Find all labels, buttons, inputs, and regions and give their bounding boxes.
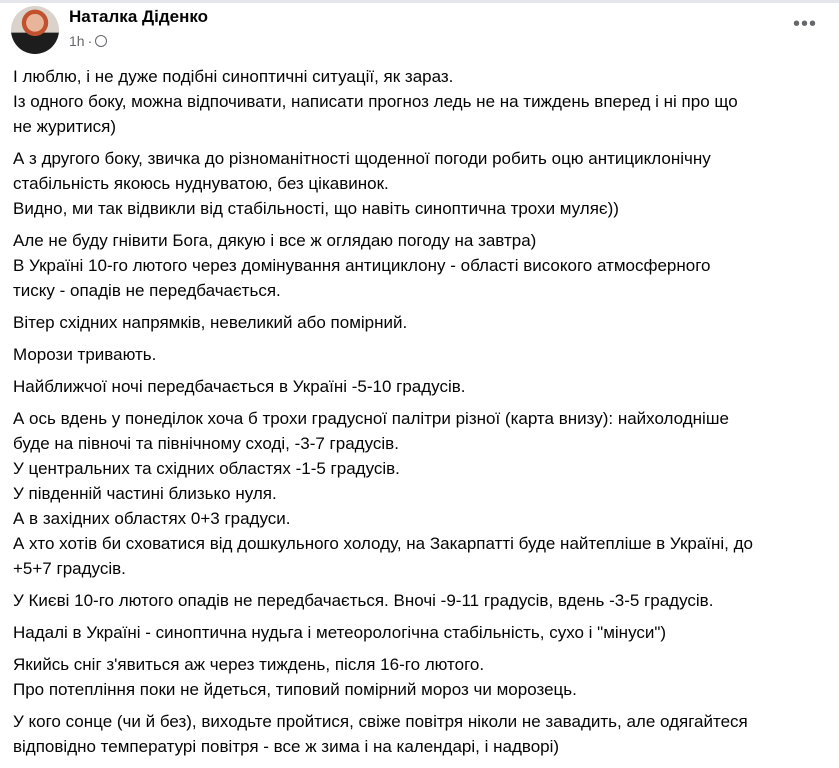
post-text-line: А хто хотів би сховатися від дошкульного холоду, на Закарпатті буде найтепліше в Україні, до <box>13 534 754 553</box>
post-body <box>0 59 839 759</box>
globe-icon[interactable] <box>95 35 107 47</box>
post-paragraph <box>13 342 839 367</box>
post-text-line: Видно, ми так відвикли від стабільності, що навіть синоптична трохи муляє)) <box>13 199 619 218</box>
post-meta <box>69 33 107 49</box>
post-paragraph <box>13 310 839 335</box>
meta-separator: · <box>87 33 93 49</box>
post-paragraph <box>13 374 839 399</box>
post-text-line: Якийсь сніг з'явиться аж через тиждень, після 16-го лютого. <box>13 655 485 674</box>
avatar[interactable] <box>11 6 59 54</box>
post-paragraph <box>13 406 839 581</box>
post-text-line: тиску - опадів не передбачається. <box>13 281 281 300</box>
post-text-line: не журитися) <box>13 117 117 136</box>
post-paragraph <box>13 709 839 759</box>
post-text-line: А з другого боку, звичка до різноманітності щоденної погоди робить оцю антициклонічну <box>13 149 711 168</box>
post-text-line: А ось вдень у понеділок хоча б трохи градусної палітри різної (карта внизу): найхолодніше <box>13 409 729 428</box>
post-text-line: У кого сонце (чи й без), виходьте пройтися, свіже повітря ніколи не завадить, але одягайтеся <box>13 712 748 731</box>
post-text-line: Але не буду гнівити Бога, дякую і все ж оглядаю погоду на завтра) <box>13 231 537 250</box>
post-text-line: відповідно температурі повітря - все ж зима і на календарі, і надворі) <box>13 737 560 756</box>
post-paragraph <box>13 146 839 221</box>
post-paragraph <box>13 620 839 645</box>
author-name[interactable]: Наталка Діденко <box>69 7 209 26</box>
post-text-line: У центральних та східних областях -1-5 градусів. <box>13 459 400 478</box>
post-text-line: +5+7 градусів. <box>13 559 126 578</box>
more-options-icon[interactable]: ••• <box>792 13 817 35</box>
post-paragraph <box>13 588 839 613</box>
post-text-line: Найближчої ночі передбачається в Україні -5-10 градусів. <box>13 377 466 396</box>
post-time[interactable]: 1h <box>69 33 85 49</box>
post-paragraph <box>13 228 839 303</box>
post-text-line: А в західних областях 0+3 градуси. <box>13 509 291 528</box>
post-text-line: буде на півночі та північному сході, -3-7 градусів. <box>13 434 399 453</box>
post-text-line: Про потепління поки не йдеться, типовий помірний мороз чи морозець. <box>13 680 577 699</box>
post-header <box>0 3 839 59</box>
post-text-line: У Києві 10-го лютого опадів не передбачається. Вночі -9-11 градусів, вдень -3-5 градусів. <box>13 591 714 610</box>
post-text-line: В Україні 10-го лютого через домінування антициклону - області високого атмосферного <box>13 256 711 275</box>
post-text-line: Надалі в Україні - синоптична нудьга і метеорологічна стабільність, сухо і "мінуси") <box>13 623 667 642</box>
post-text-line: І люблю, і не дуже подібні синоптичні ситуації, як зараз. <box>13 67 454 86</box>
post-paragraph <box>13 652 839 702</box>
post-paragraph <box>13 64 839 139</box>
post-text-line: Із одного боку, можна відпочивати, написати прогноз ледь не на тиждень вперед і ні про що <box>13 92 738 111</box>
post-text-line: стабільність якоюсь нуднуватою, без цікавинок. <box>13 174 389 193</box>
post-text-line: Вітер східних напрямків, невеликий або помірний. <box>13 313 408 332</box>
post-text-line: Морози тривають. <box>13 345 157 364</box>
post-text-line: У південній частині близько нуля. <box>13 484 277 503</box>
